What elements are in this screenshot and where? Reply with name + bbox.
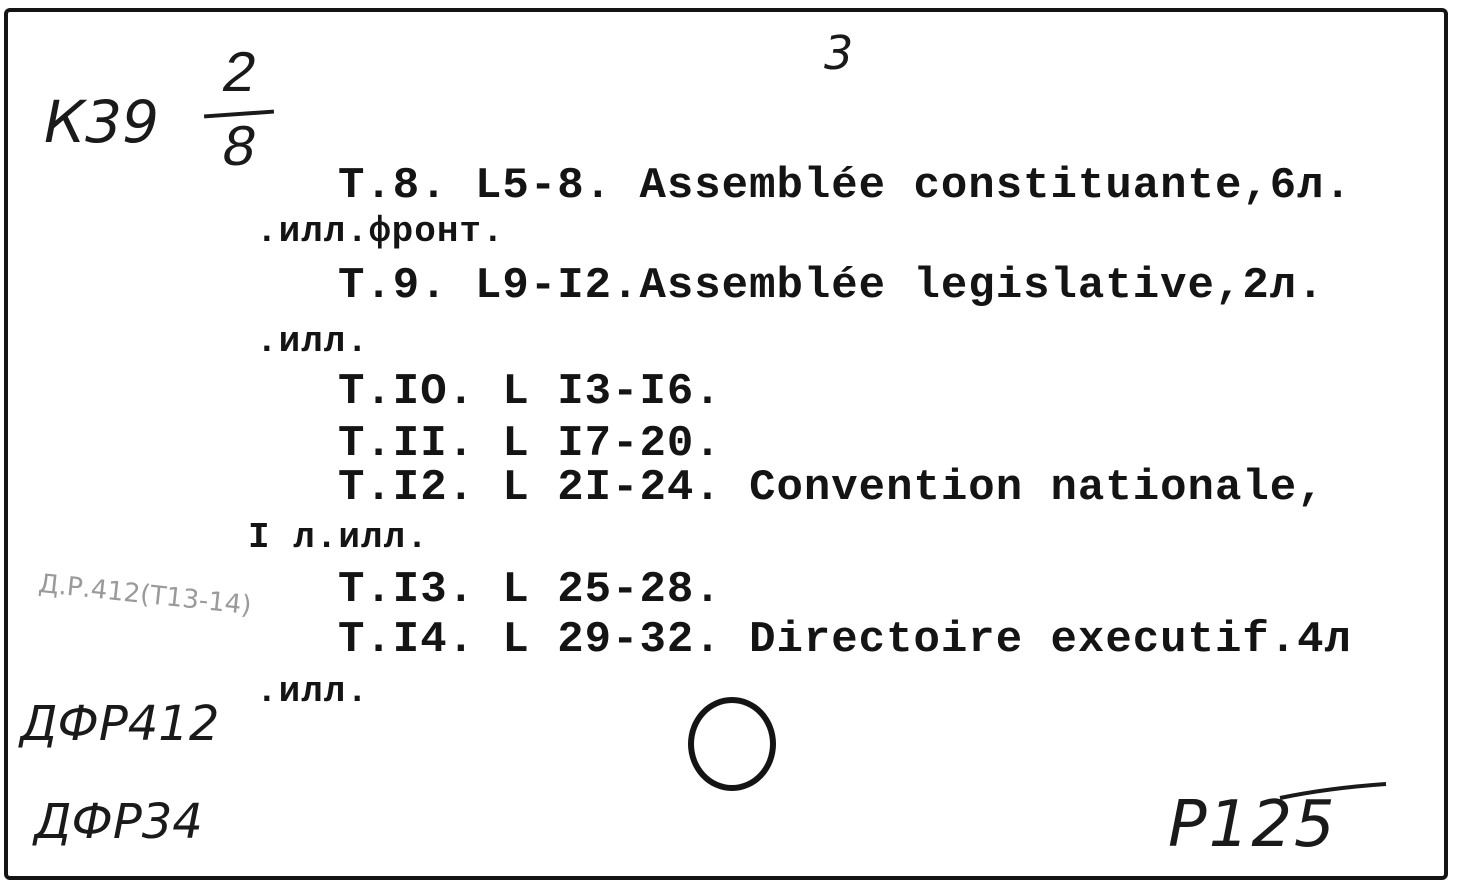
entry-line-t14: T.I4. L 29-32. Directoire executif.4л	[338, 615, 1352, 665]
shelfmark-numerator: 2	[221, 44, 257, 109]
hand-code-1: ДФР412	[20, 696, 220, 752]
hand-code-2: ДФР34	[34, 794, 203, 850]
entry-continuation-t14: .илл.	[256, 671, 370, 712]
entry-line-t10: T.IO. L I3-I6.	[338, 367, 722, 417]
entry-line-t13: T.I3. L 25-28.	[338, 565, 722, 615]
page-number: 3	[824, 26, 854, 80]
entry-continuation-t9: .илл.	[256, 321, 370, 362]
entry-line-t11: T.II. L I7-20.	[338, 419, 722, 469]
circle-mark	[688, 697, 776, 791]
entry-line-t8: T.8. L5-8. Assemblée constituante,6л.	[338, 161, 1352, 211]
entry-continuation-t8: .илл.фронт.	[256, 211, 505, 252]
catalog-card	[4, 8, 1448, 880]
entry-continuation-t12: I л.илл.	[248, 517, 429, 558]
entry-line-t9: T.9. L9-I2.Assemblée legislative,2л.	[338, 261, 1325, 311]
flourish-stroke	[1278, 782, 1388, 802]
shelfmark-prefix: К39	[44, 88, 159, 156]
shelfmark-fraction	[204, 44, 274, 183]
entry-line-t12: T.I2. L 2I-24. Convention nationale,	[338, 463, 1325, 513]
number-code: P125	[1168, 788, 1337, 862]
faint-stamp: Д.Р.412(Т13-14)	[37, 568, 253, 622]
shelfmark-denominator: 8	[221, 118, 257, 183]
